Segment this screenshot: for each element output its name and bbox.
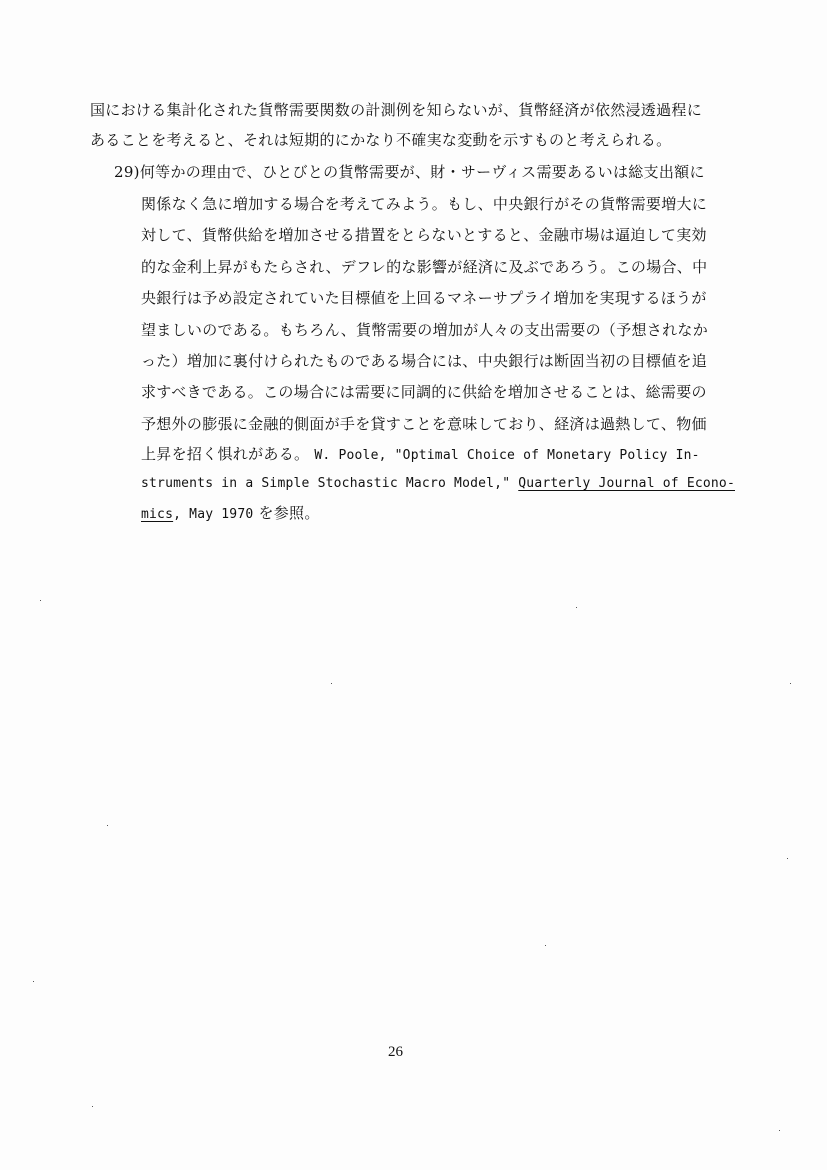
footnote-line-6: 望ましいのである。もちろん、貨幣需要の増加が人々の支出需要の（予想されなか xyxy=(141,321,709,339)
citation-date: , May 1970 xyxy=(173,507,254,522)
paragraph-line-2: あることを考えると、それは短期的にかなり不確実な変動を示すものと考えられる。 xyxy=(90,131,672,149)
footnote-line-4: 的な金利上昇がもたらされ、デフレ的な影響が経済に及ぶであろう。この場合、中 xyxy=(141,258,708,276)
footnote-line-11 xyxy=(141,472,735,494)
scan-speck xyxy=(33,981,34,982)
scan-speck xyxy=(576,607,577,608)
footnote-line-2: 関係なく急に増加する場合を考えてみよう。もし、中央銀行がその貨幣需要増大に xyxy=(141,195,708,213)
scan-speck xyxy=(40,600,41,601)
footnote-text: 何等かの理由で、ひとびとの貨幣需要が、財・サーヴィス需要あるいは総支出額に xyxy=(139,163,705,181)
scan-speck xyxy=(787,858,788,859)
footnote-marker: 29) xyxy=(114,163,140,181)
footnote-line-8: 求すべきである。この場合には需要に同調的に供給を増加させることは、総需要の xyxy=(141,383,707,401)
footnote-line-12 xyxy=(141,503,320,525)
scan-speck xyxy=(331,683,332,684)
scan-speck xyxy=(92,1106,93,1107)
journal-title-cont: mics xyxy=(141,507,174,522)
scan-speck xyxy=(107,825,108,826)
footnote-line-5: 央銀行は予め設定されていた目標値を上回るマネーサプライ増加を実現するほうが xyxy=(141,289,707,307)
footnote-line-3: 対して、貨幣供給を増加させる措置をとらないとすると、金融市場は逼迫して実効 xyxy=(141,226,707,244)
footnote-line-10 xyxy=(141,444,700,466)
scan-speck xyxy=(790,683,791,684)
citation-see: を参照。 xyxy=(253,504,320,522)
page-number: 26 xyxy=(388,1044,403,1060)
citation-author-title: W. Poole, "Optimal Choice of Monetary Policy In- xyxy=(314,448,700,463)
scan-speck xyxy=(779,1130,780,1131)
footnote-line-1 xyxy=(114,162,705,182)
scan-speck xyxy=(545,945,546,946)
paragraph-line-1: 国における集計化された貨幣需要関数の計測例を知らないが、貨幣経済が依然浸透過程に xyxy=(90,101,703,119)
journal-title: Quarterly Journal of Econo- xyxy=(518,476,735,491)
citation-title-cont: struments in a Simple Stochastic Macro Model," xyxy=(141,476,519,491)
footnote-line-9: 予想外の膨張に金融的側面が手を貸すことを意味しており、経済は過熱して、物価 xyxy=(141,415,707,433)
footnote-line-10-jp: 上昇を招く惧れがある。 xyxy=(141,445,310,463)
footnote-line-7: った）増加に裏付けられたものである場合には、中央銀行は断固当初の目標値を追 xyxy=(141,352,708,370)
